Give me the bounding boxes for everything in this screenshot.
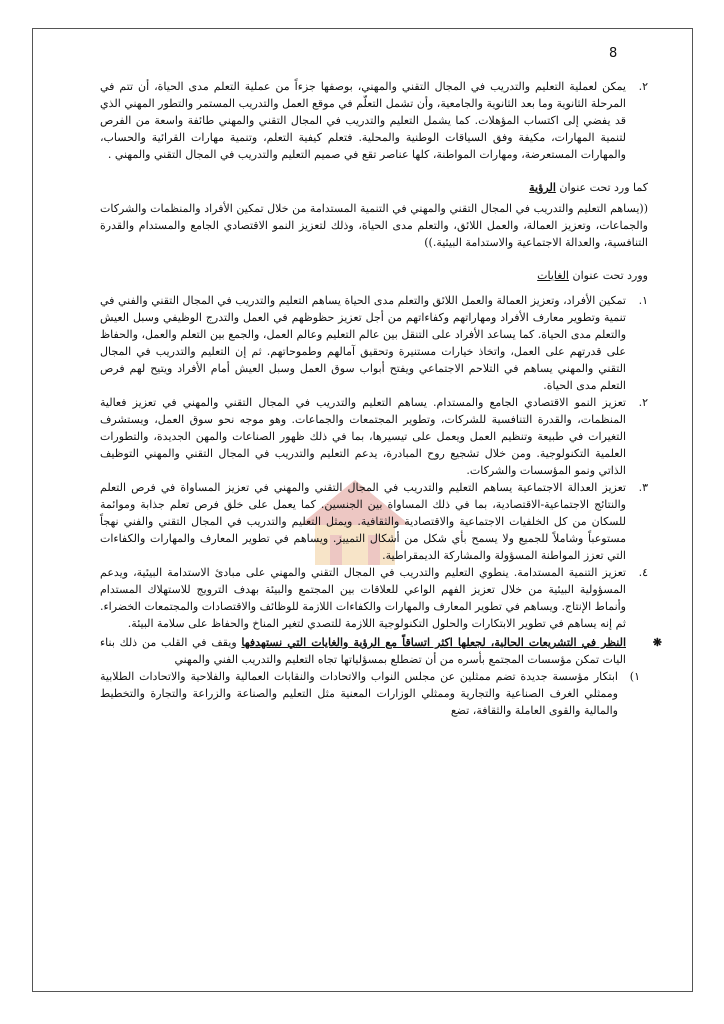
goal-1-text: تمكين الأفراد، وتعزيز العمالة والعمل اللائق والتعلم مدى الحياة يساهم التعليم والتدريب في المجال التقني والفني في تنمية وتطوير معارف الأفراد ومهاراتهم وكفاءاتهم من أجل تعزيز حظوظهم في العمل والتدرج الوظيفي وسبل العيش والتعلم مدى الحياة. كما يساعد الأفراد على التنقل بين عالم التعليم وعالم العمل، والجمع بين التعلم والعمل، والحفاظ على قدرتهم على العمل، واتخاذ خيارات مستنيرة وتحقيق آمالهم وطموحاتهم. ثم إن التعليم والتدريب في المجال التقني والمهني يساهم في التلاحم الاجتماعي ويفتح أبواب سوق العمل وسبل العيش أمام الأفراد ويتيح لهم فرص التعلم مدى الحياة. — [100, 294, 626, 392]
page-number: 8 — [609, 46, 618, 61]
document-body — [99, 78, 662, 719]
goal-4-number: ٤. — [638, 566, 648, 579]
review-paragraph — [100, 634, 662, 668]
proposal-1-text: ابتكار مؤسسة جديدة تضم ممثلين عن مجلس النواب والاتحادات والنقابات العمالية والفلاحية والاتحادات الطلابية وممثلي الغرف الصناعية والتجارية وممثلي الوزارات المعنية مثل التعليم والصناعة والزراعة والتجارة والتخطيط والمالية والقوى العاملة والثقافة، تضع — [100, 670, 618, 717]
proposal-item — [100, 668, 640, 719]
goals-intro: وورد تحت عنوان — [572, 269, 648, 282]
vision-title: الرؤية — [529, 181, 556, 194]
point-2-number: ٢. — [638, 80, 648, 93]
goal-3-text: تعزيز العدالة الاجتماعية يساهم التعليم والتدريب في المجال التقني والمهني في تعزيز المساواة في فرص التعلم والنتائج الاجتماعية-الاقتصادية، بما في ذلك المساواة بين الجنسين. كما يعمل على خلق فرص تعلم جذابة وموائمة للسكان من كل الخلفيات الاجتماعية والاقتصادية والثقافية. ويمثل التعليم والتدريب في المجال التقني والفني نهجاً مستوعباً وشاملاً للجميع ولا يسمح بأي شكل من أشكال التمييز. ويساهم في تطوير المعارف والمهارات والكفاءات التي تعزز المواطنة المسؤولة والمشاركة الديمقراطية. — [100, 481, 626, 562]
goal-item — [100, 479, 648, 564]
vision-intro: كما ورد تحت عنوان — [559, 181, 648, 194]
goals-title: الغايات — [537, 269, 569, 282]
goal-item — [100, 394, 648, 479]
goal-1-number: ١. — [638, 294, 648, 307]
goal-4-text: تعزيز التنمية المستدامة. ينطوي التعليم والتدريب في المجال التقني والمهني على مبادئ الاستدامة البيئية، ويدعم المسؤولية البيئية من خلال تعزيز الفهم الواعي للعلاقات بين المجتمع والبيئة بهدف الترويج للاستهلاك المستدام وأنماط الإنتاج. ويساهم في تطوير المعارف والمهارات والكفاءات اللازمة للوظائف والاقتصادات والمجتمعات الخضراء. ثم إنه يساهم في تطوير الابتكارات والحلول التكنولوجية اللازمة للتصدي لتغير المناخ والحفاظ على سلامة البيئة. — [99, 566, 626, 630]
point-2-text: يمكن لعملية التعليم والتدريب في المجال التقني والمهني، بوصفها جزءاً من عملية التعلم مدى الحياة، أن تتم في المرحلة الثانوية وما بعد الثانوية والجامعية، وأن تشمل التعلّم في موقع العمل والتدريب المستمر والتطور المهني الذي قد يفضي إلى اكتساب المؤهلات. كما يشمل التعليم والتدريب في المجال التقني والمهني طائفة واسعة من الفرص لتنمية المهارات، مكيفة وفق السياقات الوطنية والمحلية. فتعلم كيفية التعلم، وتنمية مهارات القرائية والحساب، والمهارات المستعرضة، ومهارات المواطنة، كلها عناصر تقع في صميم التعليم والتدريب في المجال التقني والمهني . — [100, 80, 626, 161]
goal-item — [100, 292, 648, 394]
goals-heading — [100, 267, 648, 284]
vision-heading — [100, 179, 648, 196]
goal-2-text: تعزيز النمو الاقتصادي الجامع والمستدام. يساهم التعليم والتدريب في المجال التقني والمهني في تعزيز فعالية المنظمات، والقدرة التنافسية للشركات، وتطوير المجتمعات والجماعات. وهو موجه نحو سوق العمل، ويستشرف التغيرات في طبيعة وتنظيم العمل ويعمل على تيسيرها، بما في ذلك ظهور الصناعات والمهن الجديدة، والتطورات العلمية التكنولوجية. ومن خلال تشجيع روح المبادرة، يدعم التعليم والتدريب في المجال التقني والمهني التوظيف الذاتي ونمو المؤسسات والشركات. — [100, 396, 626, 477]
goal-item — [100, 564, 648, 632]
proposal-1-number: ١) — [629, 670, 640, 683]
point-2 — [100, 78, 648, 163]
vision-quote: ((يساهم التعليم والتدريب في المجال التقني والمهني في التنمية المستدامة من خلال تمكين الأفراد والمنظمات والشركات والجماعات، وتعزيز العمالة، والعمل اللائق، والتعلم مدى الحياة، وذلك لتعزيز النمو الاقتصادي الجامع والمستدام والقدرة التنافسية، والعدالة الاجتماعية والاستدامة البيئية.)) — [100, 202, 648, 249]
review-rest-text: ويقف في القلب من ذلك بناء اليات تمكن مؤسسات المجتمع بأسره من أن تضطلع بمسؤلياتها تجاه التعليم والتدريب الفني والمهني — [100, 636, 626, 666]
star-icon: ❋ — [652, 636, 662, 649]
goal-3-number: ٣. — [638, 481, 648, 494]
review-bold-text: النظر في التشريعات الحالية، لجعلها اكثر اتساقاً مع الرؤية والغايات التي نستهدفها — [241, 636, 626, 649]
goal-2-number: ٢. — [638, 396, 648, 409]
